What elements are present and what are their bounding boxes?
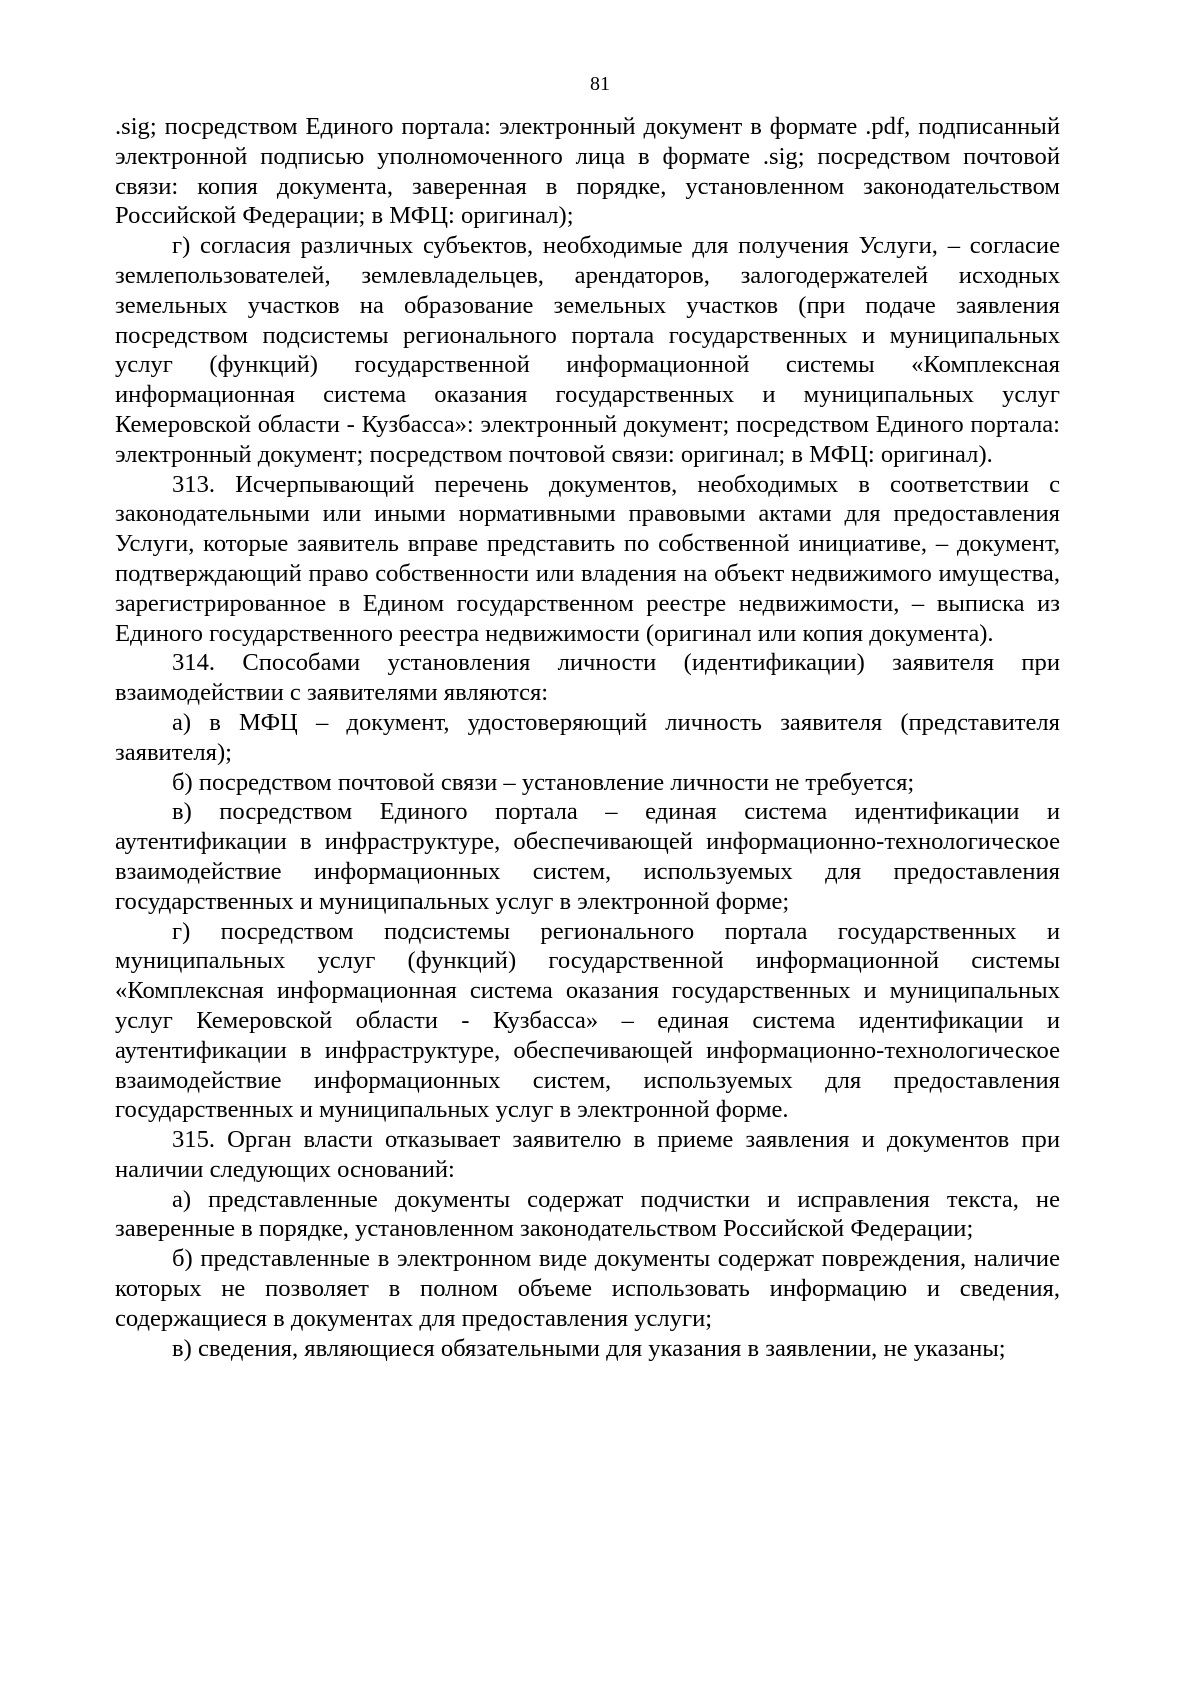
paragraph-314-g: г) посредством подсистемы регионального портала государственных и муниципальных услуг (функций) государственной информационной системы «Комплексная информационная система оказания государственных и муниципальных услуг Кемеровской области - Кузбасса» – единая система идентификации и аутентификации в инфраструктуре, обеспечивающей информационно-технологическое взаимодействие информационных систем, используемых для предоставления государственных и муниципальных услуг в электронной форме.: [115, 917, 1060, 1124]
paragraph-315-a: а) представленные документы содержат подчистки и исправления текста, не заверенные в порядке, установленном законодательством Российской Федерации;: [115, 1185, 1060, 1243]
document-body: [115, 112, 1060, 1363]
paragraph-consents: г) согласия различных субъектов, необходимые для получения Услуги, – согласие землепользователей, землевладельцев, арендаторов, залогодержателей исходных земельных участков на образование земельных участков (при подаче заявления посредством подсистемы регионального портала государственных и муниципальных услуг (функций) государственной информационной системы «Комплексная информационная система оказания государственных и муниципальных услуг Кемеровской области - Кузбасса»: электронный документ; посредством Единого портала: электронный документ; посредством почтовой связи: оригинал; в МФЦ: оригинал).: [115, 232, 1060, 468]
paragraph-313: 313. Исчерпывающий перечень документов, необходимых в соответствии с законодательными или иными нормативными правовыми актами для предоставления Услуги, которые заявитель вправе представить по собственной инициативе, – документ, подтверждающий право собственности или владения на объект недвижимого имущества, зарегистрированное в Едином государственном реестре недвижимости, – выписка из Единого государственного реестра недвижимости (оригинал или копия документа).: [115, 470, 1060, 647]
page-number: 81: [590, 73, 610, 95]
paragraph-315-v: в) сведения, являющиеся обязательными для указания в заявлении, не указаны;: [172, 1334, 1006, 1362]
paragraph-315-b: б) представленные в электронном виде документы содержат повреждения, наличие которых не позволяет в полном объеме использовать информацию и сведения, содержащиеся в документах для предоставления услуги;: [115, 1245, 1060, 1332]
paragraph-315: 315. Орган власти отказывает заявителю в приеме заявления и документов при наличии следующих оснований:: [115, 1126, 1060, 1183]
paragraph-314-v: в) посредством Единого портала – единая система идентификации и аутентификации в инфраструктуре, обеспечивающей информационно-технологическое взаимодействие информационных систем, используемых для предоставления государственных и муниципальных услуг в электронной форме;: [115, 798, 1060, 915]
paragraph-314-b: б) посредством почтовой связи – установление личности не требуется;: [172, 768, 915, 796]
paragraph-314: 314. Способами установления личности (идентификации) заявителя при взаимодействии с заявителями являются:: [115, 649, 1060, 707]
paragraph-continuation-sig: .sig; посредством Единого портала: электронный документ в формате .pdf, подписанный электронной подписью уполномоченного лица в формате .sig; посредством почтовой связи: копия документа, заверенная в порядке, установленном законодательством Российской Федерации; в МФЦ: оригинал);: [115, 113, 1060, 230]
paragraph-314-a: а) в МФЦ – документ, удостоверяющий личность заявителя (представителя заявителя);: [115, 708, 1060, 766]
